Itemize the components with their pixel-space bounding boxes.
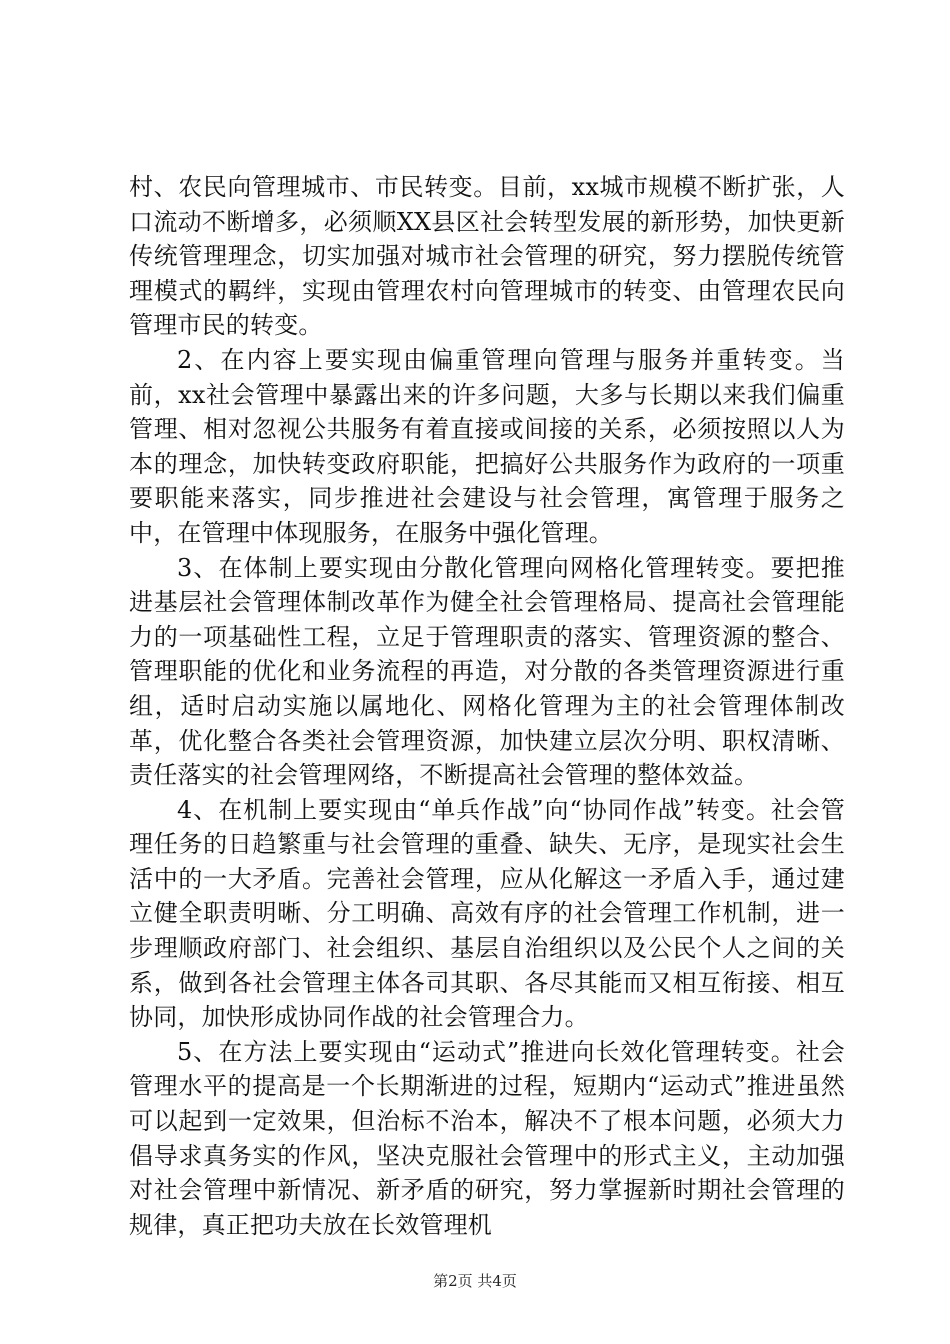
paragraph-continuation: 村、农民向管理城市、市民转变。目前，xx城市规模不断扩张，人口流动不断增多，必须顺XX县区社会转型发展的新形势，加快更新传统管理理念，切实加强对城市社会管理的研究，努力摆脱传统管理模式的羁绊，实现由管理农村向管理城市的转变、由管理农民向管理市民的转变。 <box>129 173 845 340</box>
document-body <box>129 170 845 1242</box>
paragraph-item-4: 4、在机制上要实现由“单兵作战”向“协同作战”转变。社会管理任务的日趋繁重与社会管理的重叠、缺失、无序，是现实社会生活中的一大矛盾。完善社会管理，应从化解这一矛盾入手，通过建立健全职责明晰、分工明确、高效有序的社会管理工作机制，进一步理顺政府部门、社会组织、基层自治组织以及公民个人之间的关系，做到各社会管理主体各司其职、各尽其能而又相互衔接、相互协同，加快形成协同作战的社会管理合力。 <box>129 795 845 1032</box>
paragraph-item-5: 5、在方法上要实现由“运动式”推进向长效化管理转变。社会管理水平的提高是一个长期渐进的过程，短期内“运动式”推进虽然可以起到一定效果，但治标不治本，解决不了根本问题，必须大力倡导求真务实的作风，坚决克服社会管理中的形式主义，主动加强对社会管理中新情况、新矛盾的研究，努力掌握新时期社会管理的规律，真正把功夫放在长效管理机 <box>129 1037 845 1239</box>
page-footer: 第2页 共4页 <box>433 1272 517 1290</box>
paragraph-item-2: 2、在内容上要实现由偏重管理向管理与服务并重转变。当前，xx社会管理中暴露出来的许多问题，大多与长期以来我们偏重管理、相对忽视公共服务有着直接或间接的关系，必须按照以人为本的理念，加快转变政府职能，把搞好公共服务作为政府的一项重要职能来落实，同步推进社会建设与社会管理，寓管理于服务之中，在管理中体现服务，在服务中强化管理。 <box>129 345 845 547</box>
paragraph-item-3: 3、在体制上要实现由分散化管理向网格化管理转变。要把推进基层社会管理体制改革作为健全社会管理格局、提高社会管理能力的一项基础性工程，立足于管理职责的落实、管理资源的整合、管理职能的优化和业务流程的再造，对分散的各类管理资源进行重组，适时启动实施以属地化、网格化管理为主的社会管理体制改革，优化整合各类社会管理资源，加快建立层次分明、职权清晰、责任落实的社会管理网络，不断提高社会管理的整体效益。 <box>129 553 845 790</box>
